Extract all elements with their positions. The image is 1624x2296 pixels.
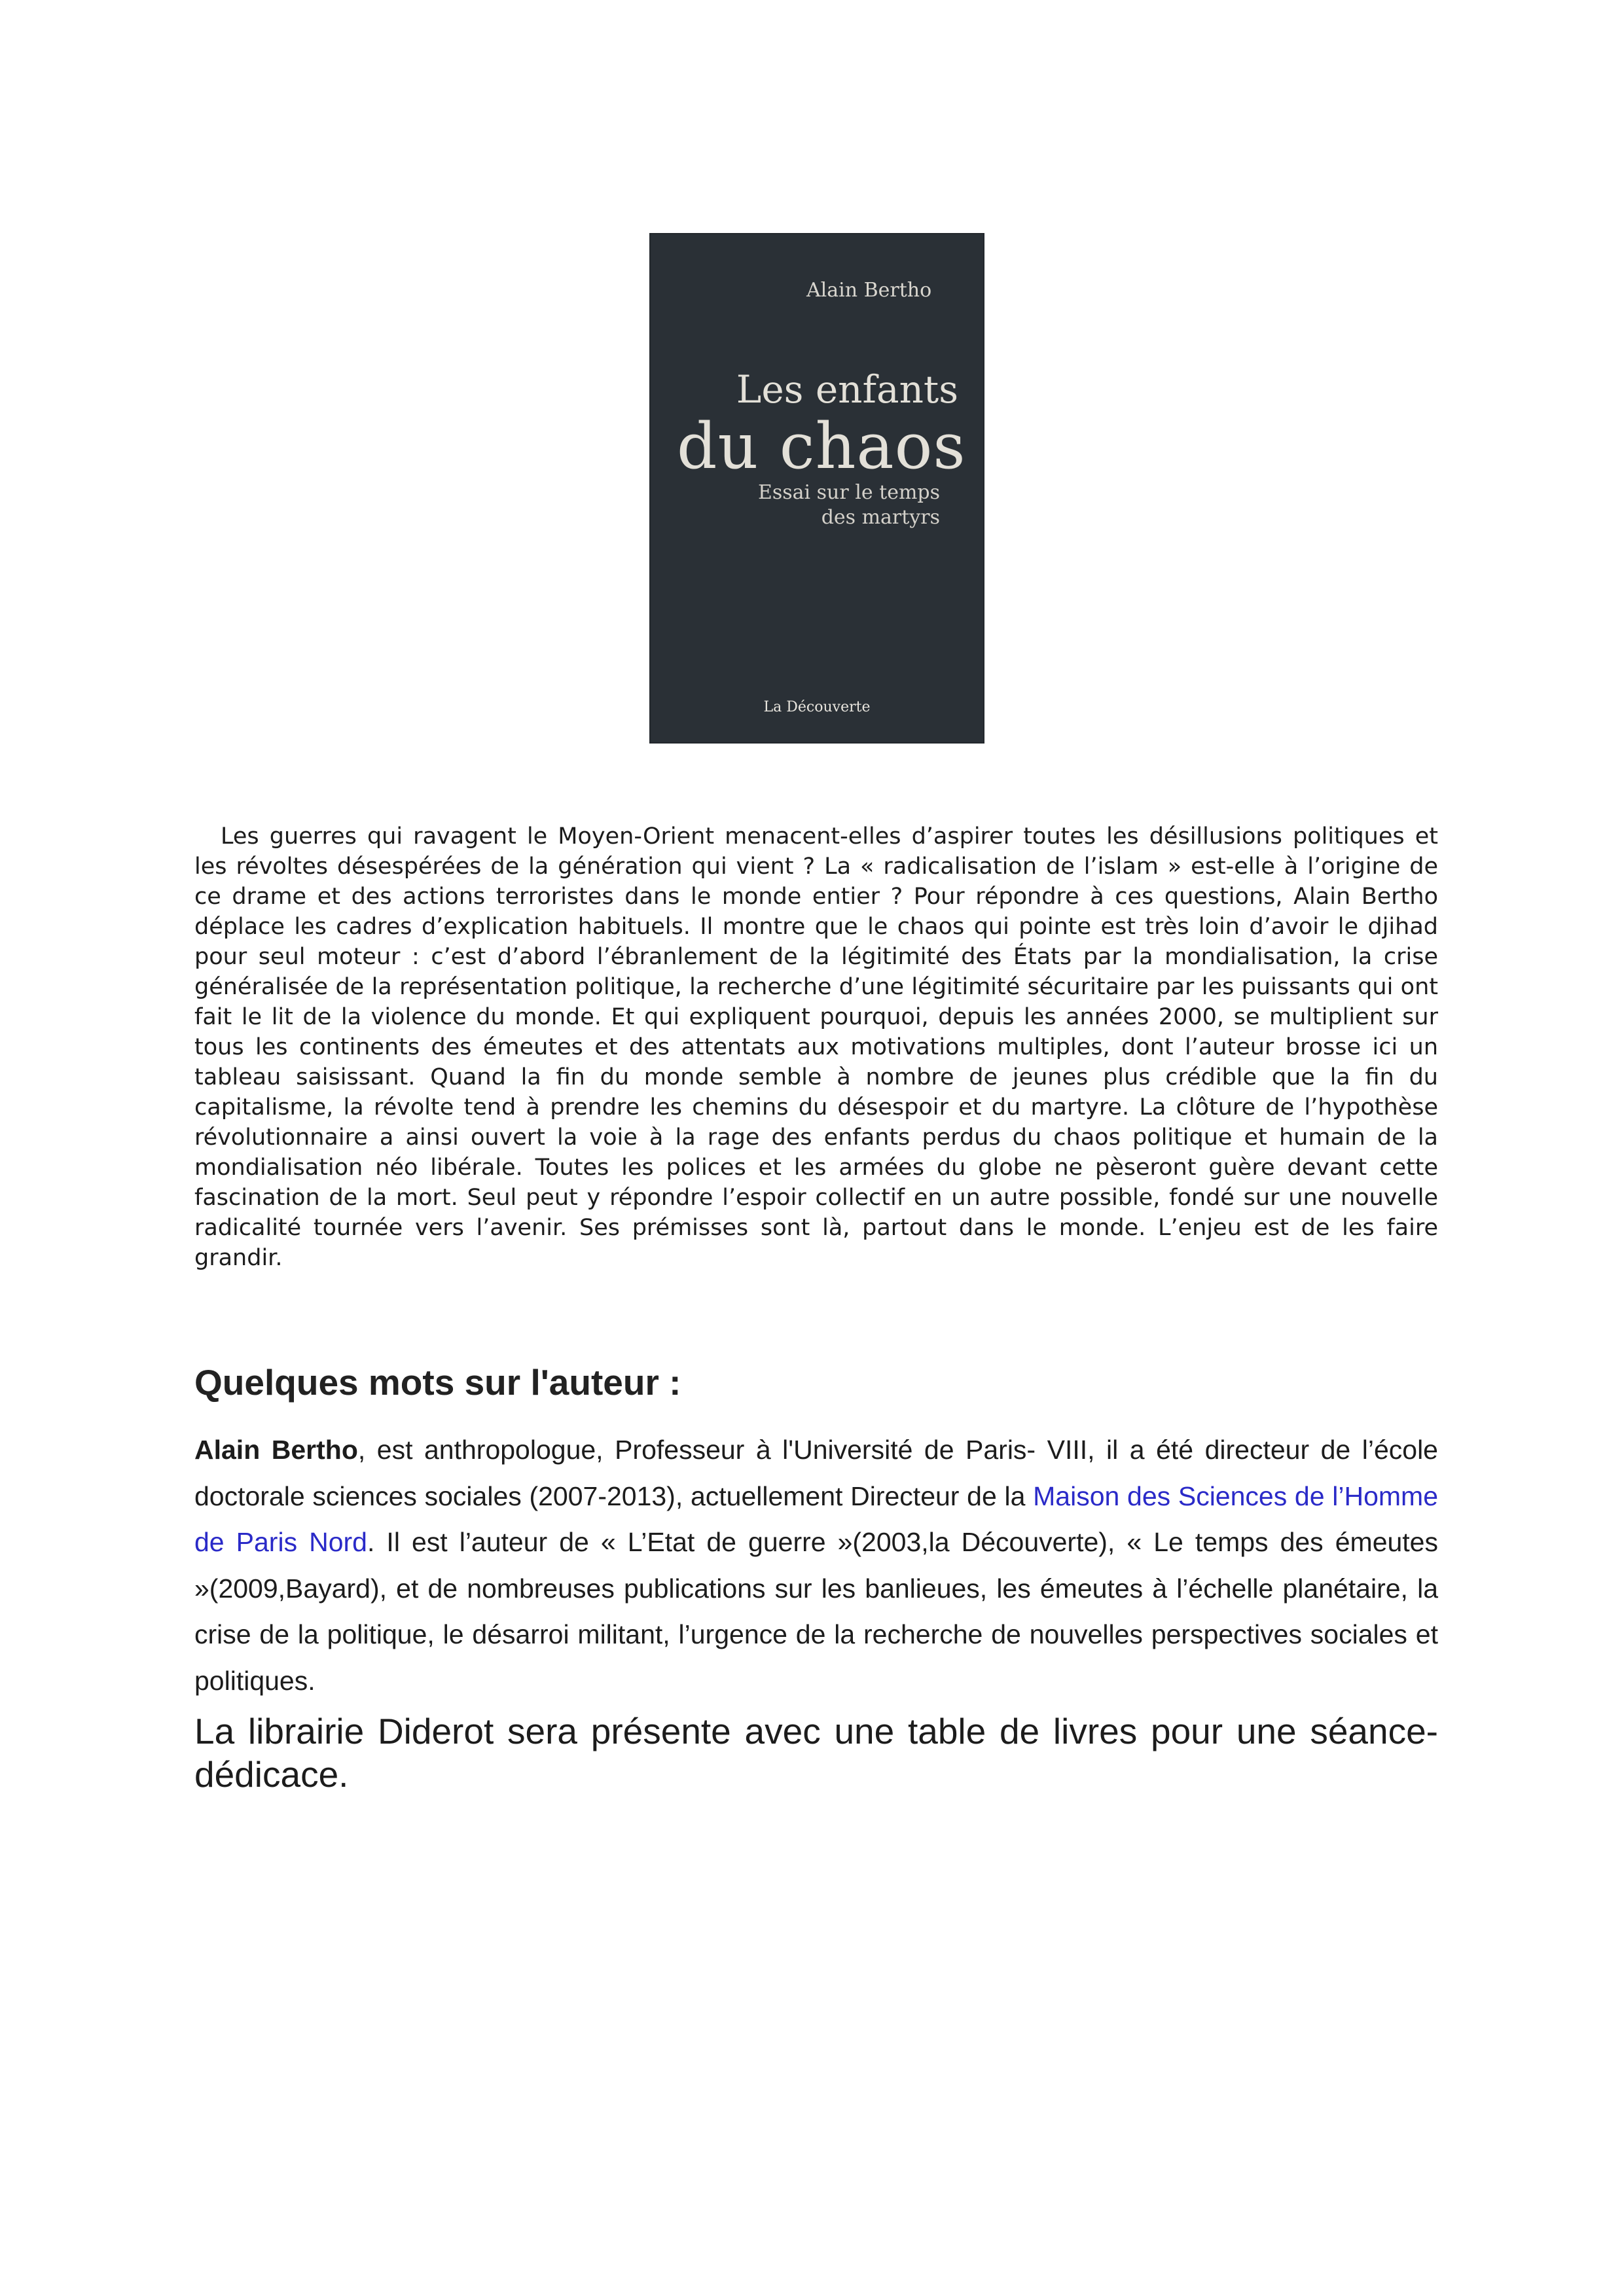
cover-author: Alain Bertho — [806, 279, 932, 302]
cover-subtitle-line2: des martyrs — [821, 506, 940, 529]
author-bio-text2: . Il est l’auteur de « L’Etat de guerre »(2003,la Découverte), « Le temps des émeutes »(2009,Bayard), et de nombreuses publications sur les banlieues, les émeutes à l’échelle planétaire, la crise de la politique, le désarroi militant, l’urgence de la recherche de nouvelles perspectives sociales et politiques. — [194, 1527, 1438, 1696]
cover-subtitle-line1: Essai sur le temps — [757, 481, 940, 504]
author-name: Alain Bertho — [194, 1435, 358, 1465]
cover-title-line1: Les enfants — [736, 367, 958, 412]
author-section-heading: Quelques mots sur l'auteur : — [194, 1362, 681, 1403]
author-bio-text1: , est anthropologue, Professeur à l'Université de Paris- VIII, il a été directeur de l’école doctorale sciences sociales (2007-2013), actuellement Directeur de la — [194, 1435, 1438, 1511]
cover-subtitle — [758, 480, 940, 530]
book-blurb: Les guerres qui ravagent le Moyen-Orient menacent-elles d’aspirer toutes les désillusions politiques et les révoltes désespérées de la génération qui vient ? La « radicalisation de l’islam » est-elle à l’origine de ce drame et des actions terroristes dans le monde entier ? Pour répondre à ces questions, Alain Bertho déplace les cadres d’explication habituels. Il montre que le chaos qui pointe est très loin d’avoir le djihad pour seul moteur : c’est d’abord l’ébranlement de la légitimité des États par la mondialisation, la crise généralisée de la représentation politique, la recherche d’une légitimité sécuritaire par les puissants qui ont fait le lit de la violence du monde. Et qui expliquent pourquoi, depuis les années 2000, se multiplient sur tous les continents des émeutes et des attentats aux motivations multiples, dont l’auteur brosse ici un tableau saisissant. Quand la fin du monde semble à nombre de jeunes plus crédible que la fin du capitalisme, la révolte tend à prendre les chemins du désespoir et du martyre. La clôture de l’hypothèse révolutionnaire a ainsi ouvert la voie à la rage des enfants perdus du chaos politique et humain de la mondialisation néo libérale. Toutes les polices et les armées du globe ne pèseront guère devant cette fascination de la mort. Seul peut y répondre l’espoir collectif en un autre possible, fondé sur une nouvelle radicalité tournée vers l’avenir. Ses prémisses sont là, partout dans le monde. L’enjeu est de les faire grandir. — [194, 823, 1438, 1271]
cover-publisher: La Découverte — [763, 699, 871, 715]
book-cover-image — [649, 233, 984, 744]
institution-link[interactable]: Maison des Sciences de l’Homme de Paris Nord — [194, 1480, 1438, 1557]
cover-title-line2: du chaos — [677, 410, 966, 483]
closing-announcement: La librairie Diderot sera présente avec une table de livres pour une séance-dédicace. — [194, 1711, 1438, 1795]
author-bio — [194, 1427, 1438, 1704]
